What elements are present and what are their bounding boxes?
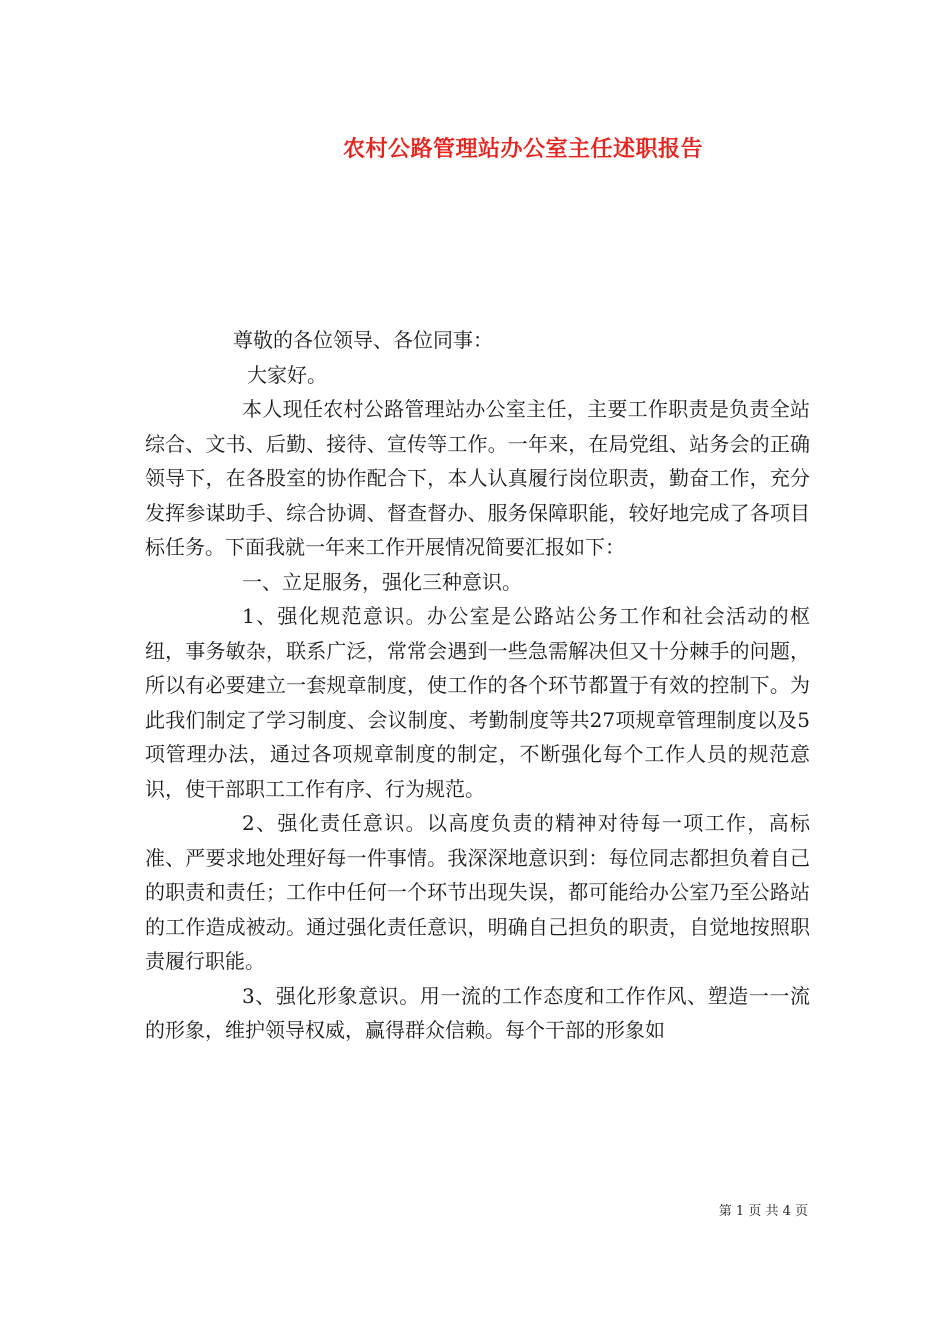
section-heading: 一、立足服务，强化三种意识。	[242, 569, 522, 594]
document-body	[145, 323, 810, 1048]
paragraph-image: 3、强化形象意识。用一流的工作态度和工作作风、塑造一一流的形象，维护领导权威，赢得群众信赖。每个干部的形象如	[145, 983, 810, 1042]
paragraph-responsibility: 2、强化责任意识。以高度负责的精神对待每一项工作，高标准、严要求地处理好每一件事情。我深深地意识到：每位同志都担负着自己的职责和责任；工作中任何一个环节出现失误，都可能给办公室乃至公路站的工作造成被动。通过强化责任意识，明确自己担负的职责，自觉地按照职责履行职能。	[145, 811, 810, 973]
page-footer: 第 1 页 共 4 页	[718, 1204, 808, 1219]
document-title: 农村公路管理站办公室主任述职报告	[342, 136, 703, 162]
intro-paragraph: 本人现任农村公路管理站办公室主任，主要工作职责是负责全站综合、文书、后勤、接待、宣传等工作。一年来，在局党组、站务会的正确领导下，在各股室的协作配合下，本人认真履行岗位职责，勤奋工作，充分发挥参谋助手、综合协调、督查督办、服务保障职能，较好地完成了各项目标任务。下面我就一年来工作开展情况简要汇报如下：	[145, 397, 810, 559]
greeting: 大家好。	[247, 362, 327, 387]
salutation: 尊敬的各位领导、各位同事：	[233, 328, 493, 352]
paragraph-standardization: 1、强化规范意识。办公室是公路站公务工作和社会活动的枢纽，事务敏杂，联系广泛，常常会遇到一些急需解决但又十分棘手的问题，所以有必要建立一套规章制度，使工作的各个环节都置于有效的控制下。为此我们制定了学习制度、会议制度、考勤制度等共27项规章管理制度以及5项管理办法，通过各项规章制度的制定，不断强化每个工作人员的规范意识，使干部职工工作有序、行为规范。	[145, 604, 810, 801]
